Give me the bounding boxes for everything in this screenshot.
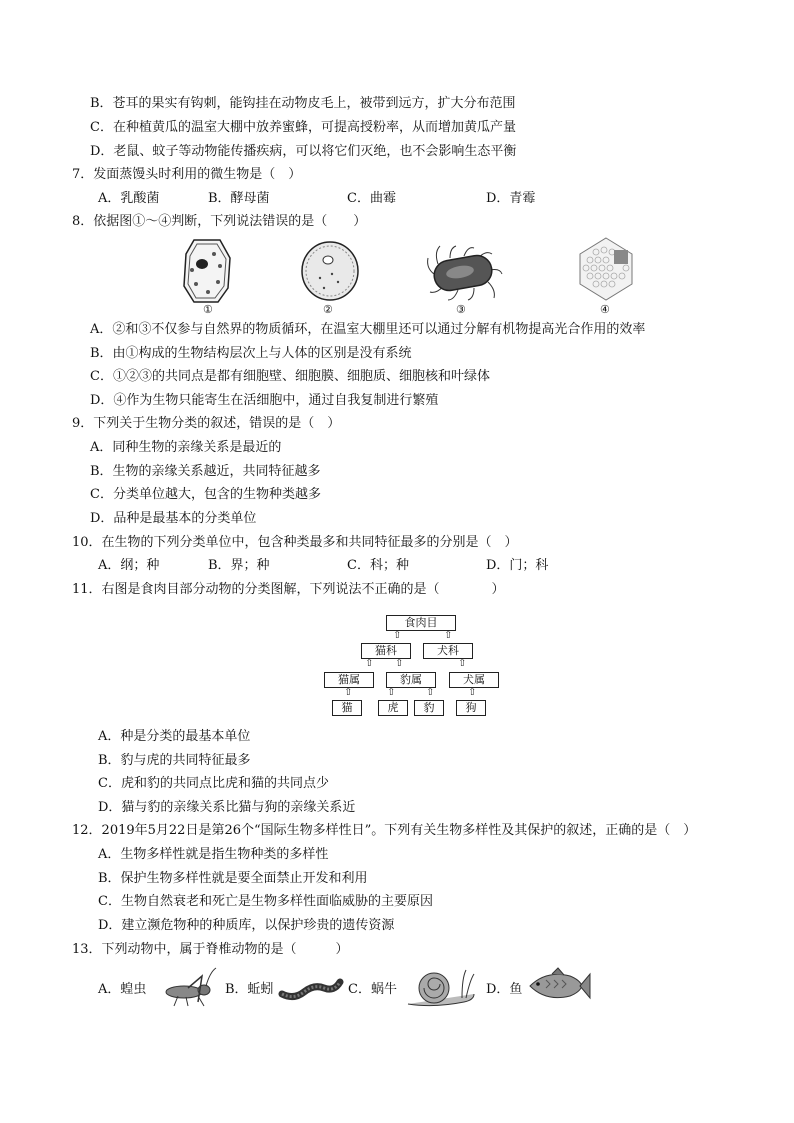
arrow-up-icon: ⇧ <box>393 630 402 641</box>
tree-genus-panthera: 豹属 <box>386 672 436 688</box>
tree-species-tiger: 虎 <box>378 700 408 716</box>
figure-caption-3: ③ <box>456 303 466 316</box>
q10-option-b: B．界；种 <box>208 558 270 573</box>
arrow-up-icon: ⇧ <box>444 630 453 641</box>
arrow-up-icon: ⇧ <box>468 687 477 698</box>
grasshopper-icon <box>158 966 220 1008</box>
bacterium-icon <box>424 244 504 302</box>
q10-option-d: D．门；科 <box>486 558 549 573</box>
tree-genus-canis: 犬属 <box>449 672 499 688</box>
q11-option-c: C．虎和豹的共同点比虎和猫的共同点少 <box>98 776 329 791</box>
q6-option-b: B．苍耳的果实有钩刺，能钩挂在动物皮毛上，被带到远方，扩大分布范围 <box>90 96 516 111</box>
arrow-up-icon: ⇧ <box>395 658 404 669</box>
q10-option-c: C．科；种 <box>347 558 409 573</box>
arrow-up-icon: ⇧ <box>426 687 435 698</box>
figure-caption-1: ① <box>203 303 213 316</box>
q7-option-b: B．酵母菌 <box>208 191 270 206</box>
arrow-up-icon: ⇧ <box>458 658 467 669</box>
q9-stem: 9．下列关于生物分类的叙述，错误的是（ ） <box>72 416 341 431</box>
q7-option-d: D．青霉 <box>486 191 536 206</box>
snail-icon <box>404 966 478 1008</box>
q12-option-a: A．生物多样性就是指生物种类的多样性 <box>98 847 329 862</box>
q11-option-d: D．猫与豹的亲缘关系比猫与狗的亲缘关系近 <box>98 800 356 815</box>
q13-option-a: A．蝗虫 <box>98 982 147 997</box>
q7-stem: 7．发面蒸馒头时利用的微生物是（ ） <box>72 167 302 182</box>
q8-option-c: C．①②③的共同点是都有细胞壁、细胞膜、细胞质、细胞核和叶绿体 <box>90 369 490 384</box>
q8-stem: 8．依据图①～④判断，下列说法错误的是（ ） <box>72 214 367 229</box>
tree-species-cat: 猫 <box>332 700 362 716</box>
q13-option-b: B．蚯蚓 <box>225 982 274 997</box>
q8-option-b: B．由①构成的生物结构层次上与人体的区别是没有系统 <box>90 346 412 361</box>
q11-stem: 11．右图是食肉目部分动物的分类图解，下列说法不正确的是（ ） <box>72 582 505 597</box>
yeast-cell-icon <box>298 240 362 302</box>
arrow-up-icon: ⇧ <box>387 687 396 698</box>
q9-option-d: D．品种是最基本的分类单位 <box>90 511 257 526</box>
q6-option-d: D．老鼠、蚊子等动物能传播疾病，可以将它们灭绝，也不会影响生态平衡 <box>90 144 517 159</box>
q12-option-d: D．建立濒危物种的种质库，以保护珍贵的遗传资源 <box>98 918 395 933</box>
q10-option-a: A．纲；种 <box>98 558 160 573</box>
figure-caption-4: ④ <box>600 303 610 316</box>
q13-option-d: D．鱼 <box>486 982 523 997</box>
q7-option-c: C．曲霉 <box>347 191 396 206</box>
q8-option-a: A．②和③不仅参与自然界的物质循环，在温室大棚里还可以通过分解有机物提高光合作用的效率 <box>90 322 646 337</box>
q11-option-b: B．豹与虎的共同特征最多 <box>98 753 251 768</box>
arrow-up-icon: ⇧ <box>344 687 353 698</box>
tree-species-leopard: 豹 <box>414 700 444 716</box>
virus-icon <box>576 236 636 302</box>
q6-option-c: C．在种植黄瓜的温室大棚中放养蜜蜂，可提高授粉率，从而增加黄瓜产量 <box>90 120 516 135</box>
q9-option-a: A．同种生物的亲缘关系是最近的 <box>90 440 282 455</box>
arrow-up-icon: ⇧ <box>365 658 374 669</box>
tree-species-dog: 狗 <box>456 700 486 716</box>
q13-option-c: C．蜗牛 <box>348 982 397 997</box>
q11-option-a: A．种是分类的最基本单位 <box>98 729 251 744</box>
plant-cell-icon <box>180 236 236 306</box>
tree-genus-felis: 猫属 <box>324 672 374 688</box>
q9-option-c: C．分类单位越大，包含的生物种类越多 <box>90 487 321 502</box>
q12-option-c: C．生物自然衰老和死亡是生物多样性面临威胁的主要原因 <box>98 894 433 909</box>
q10-stem: 10．在生物的下列分类单位中，包含种类最多和共同特征最多的分别是（ ） <box>72 535 518 550</box>
tree-family-felidae: 猫科 <box>361 643 411 659</box>
fish-icon <box>526 966 592 1006</box>
q12-option-b: B．保护生物多样性就是要全面禁止开发和利用 <box>98 871 368 886</box>
q12-stem: 12．2019年5月22日是第26个“国际生物多样性日”。下列有关生物多样性及其保护的叙述，正确的是（ ） <box>72 823 697 838</box>
q7-option-a: A．乳酸菌 <box>98 191 160 206</box>
tree-family-canidae: 犬科 <box>423 643 473 659</box>
q9-option-b: B．生物的亲缘关系越近，共同特征越多 <box>90 464 321 479</box>
q8-option-d: D．④作为生物只能寄生在活细胞中，通过自我复制进行繁殖 <box>90 393 439 408</box>
q13-stem: 13．下列动物中，属于脊椎动物的是（ ） <box>72 942 349 957</box>
tree-order-carnivora: 食肉目 <box>386 615 456 631</box>
earthworm-icon <box>278 972 344 1002</box>
figure-caption-2: ② <box>323 303 333 316</box>
